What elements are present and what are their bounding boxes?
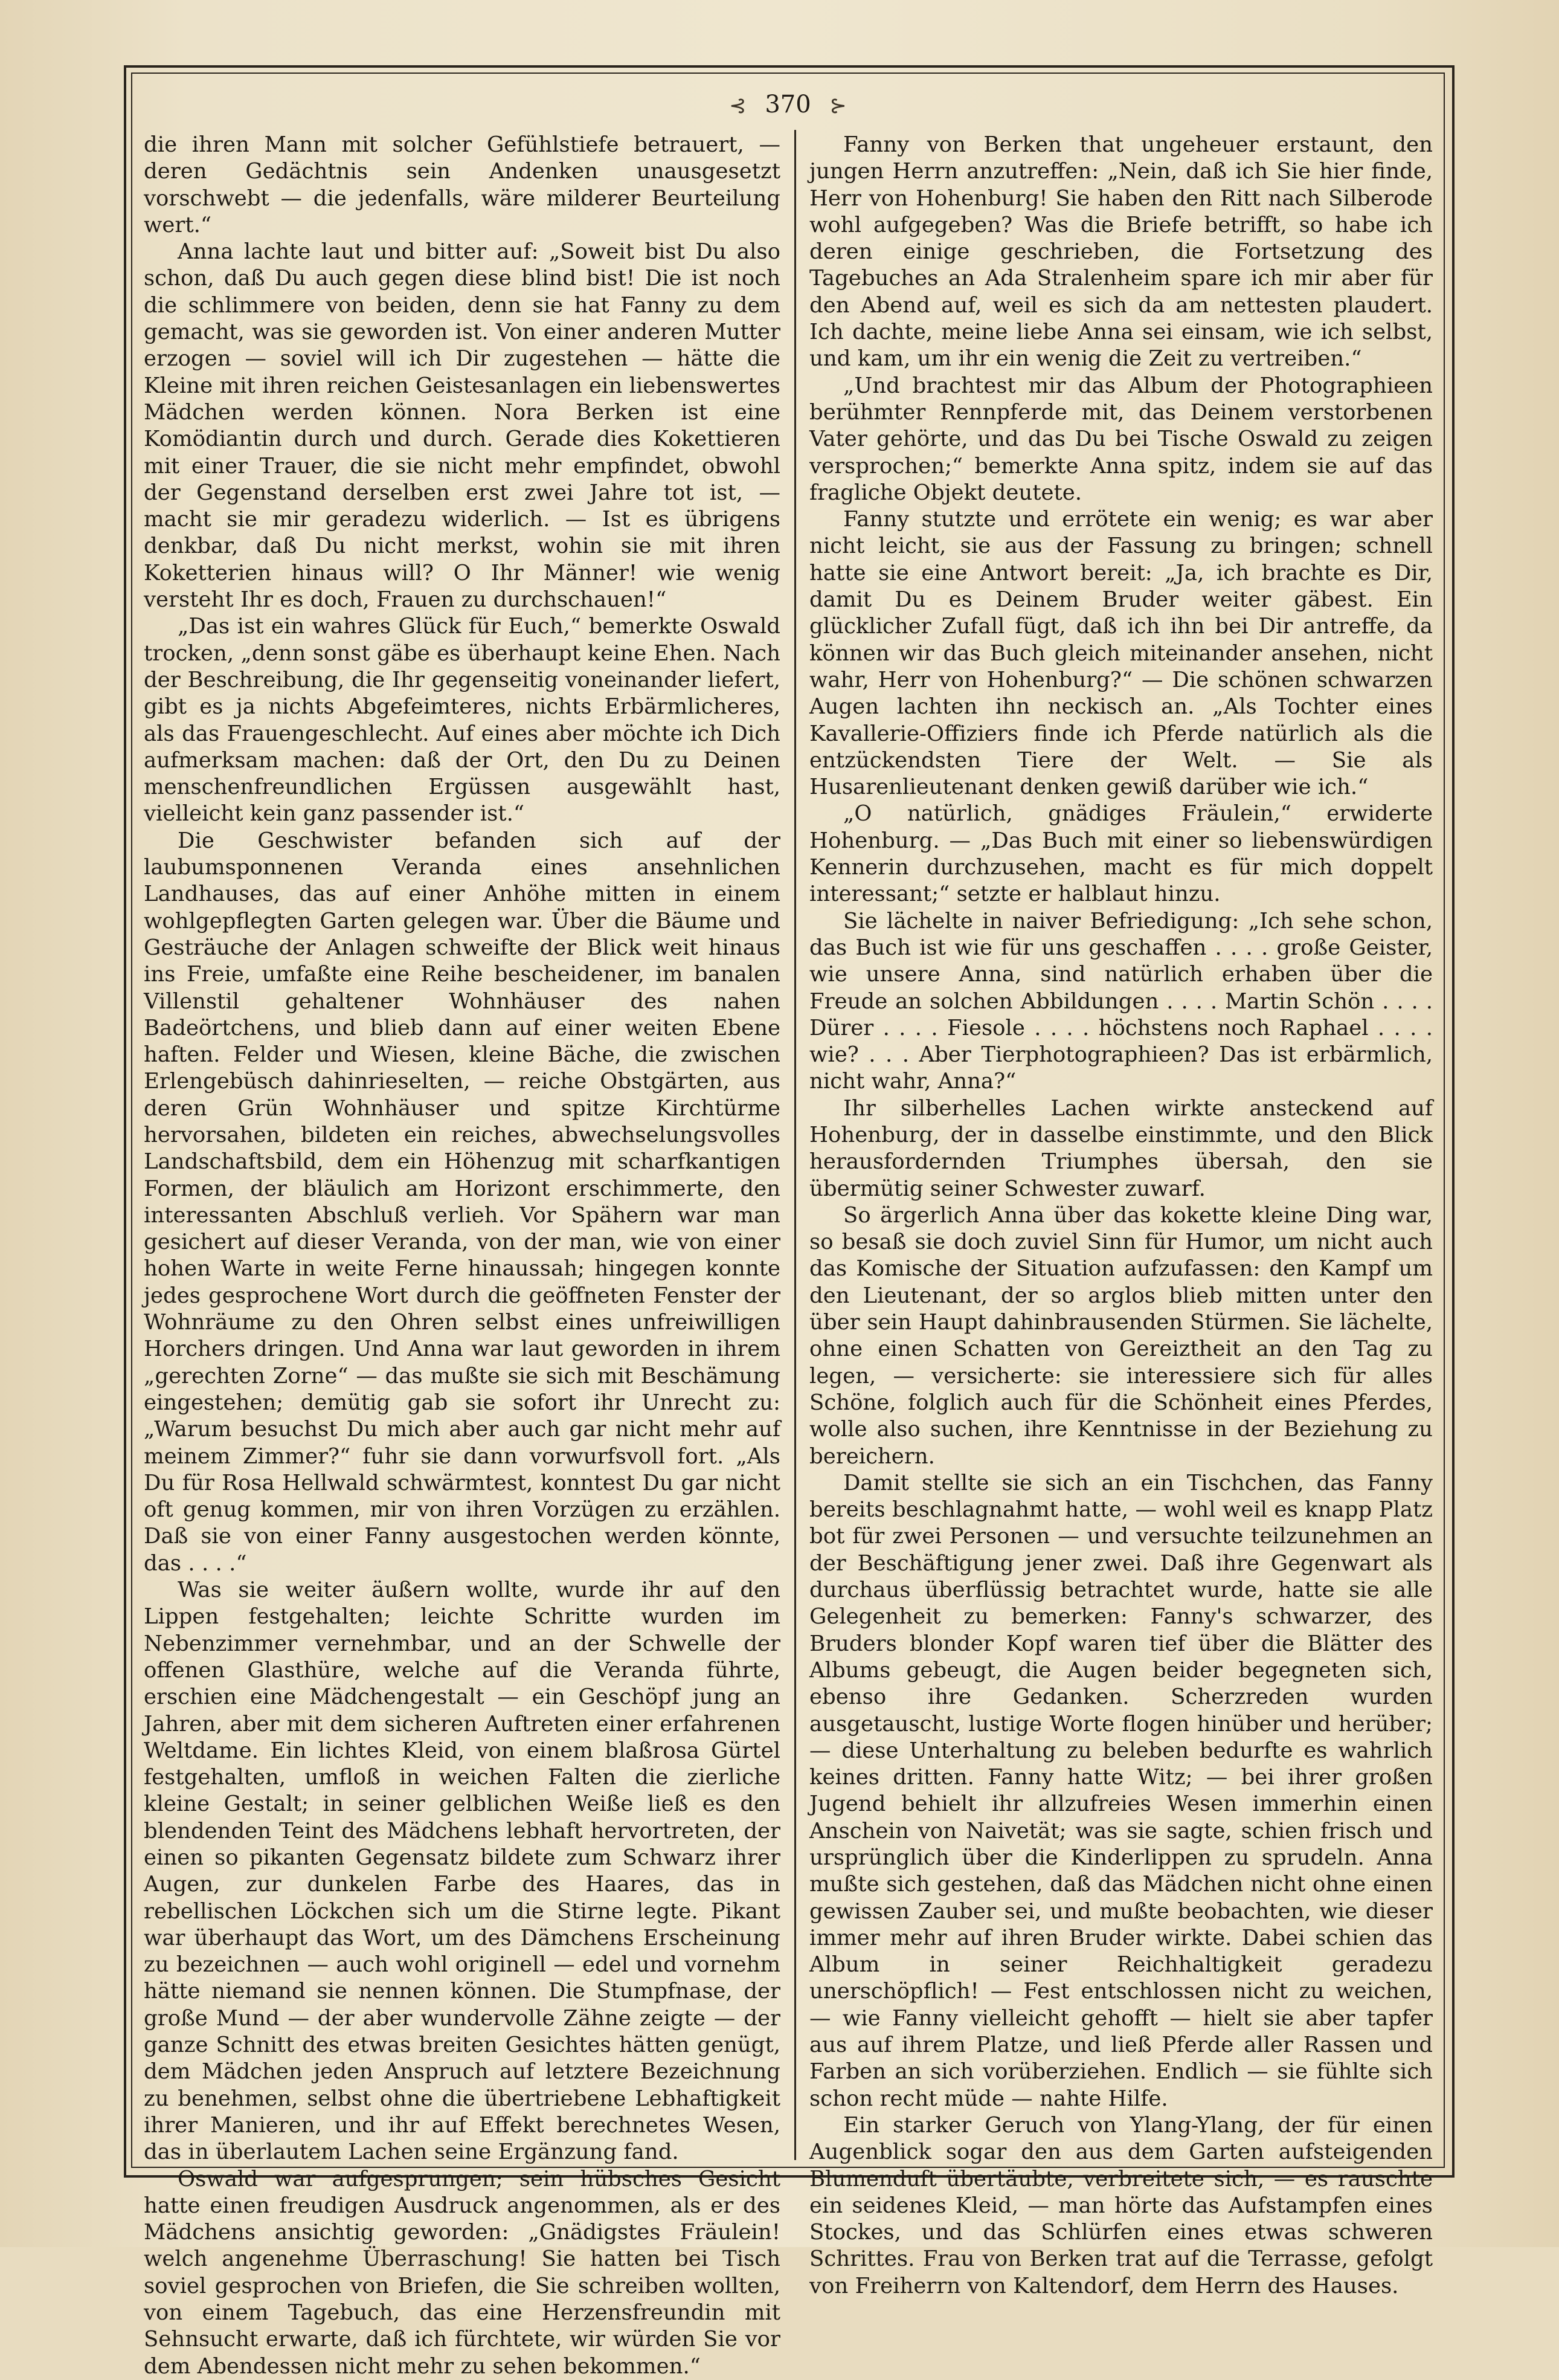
left-column	[144, 132, 780, 2379]
paragraph: die ihren Mann mit solcher Gefühlstiefe betrauert, — deren Gedächtnis sein Andenken unausgesetzt vorschwebt — die jedenfalls, wäre milderer Beurteilung wert.“	[144, 132, 780, 237]
paragraph: Sie lächelte in naiver Befriedigung: „Ich sehe schon, das Buch ist wie für uns geschaffen . . . . große Geister, wie unsere Anna, sind natürlich erhaben über die Freude an solchen Abbildungen . . . . Martin Schön . . . . Dürer . . . . Fiesole . . . . höchstens noch Raphael . . . . wie? . . . Aber Tierphotographieen? Das ist erbärmlich, nicht wahr, Anna?“	[809, 908, 1433, 1094]
page-header	[131, 83, 1445, 126]
paragraph: So ärgerlich Anna über das kokette kleine Ding war, so besaß sie doch zuviel Sinn für Humor, um nicht auch das Komische der Situation aufzufassen: den Kampf um den Lieutenant, der so arglos blieb mitten unter den über sein Haupt dahinbrausenden Stürmen. Sie lächelte, ohne einen Schatten von Gereiztheit an den Tag zu legen, — versicherte: sie interessiere sich für alles Schöne, folglich auch für die Schönheit eines Pferdes, wolle also suchen, ihre Kenntnisse in der Beziehung zu bereichern.	[809, 1202, 1433, 1469]
paragraph: Was sie weiter äußern wollte, wurde ihr auf den Lippen festgehalten; leichte Schritte wurden im Nebenzimmer vernehmbar, und an der Schwelle der offenen Glasthüre, welche auf die Veranda führte, erschien eine Mädchengestalt — ein Geschöpf jung an Jahren, aber mit dem sicheren Auftreten einer erfahrenen Weltdame. Ein lichtes Kleid, von einem blaßrosa Gürtel festgehalten, umfloß in weichen Falten die zierliche kleine Gestalt; in seiner gelblichen Weiße ließ es den blendenden Teint des Mädchens lebhaft hervortreten, der einen so pikanten Gegensatz bildete zum Schwarz ihrer Augen, zur dunkelen Farbe des Haares, das in rebellischen Löckchen sich um die Stirne legte. Pikant war überhaupt das Wort, um des Dämchens Erscheinung zu bezeichnen — auch wohl originell — edel und vornehm hätte niemand sie nennen können. Die Stumpfnase, der große Mund — der aber wundervolle Zähne zeigte — der ganze Schnitt des etwas breiten Gesichtes hätten genügt, dem Mädchen jeden Anspruch auf letztere Bezeichnung zu benehmen, selbst ohne die übertriebene Lebhaftigkeit ihrer Manieren, und ihr auf Effekt berechnetes Wesen, das in überlautem Lachen seine Ergänzung fand.	[144, 1578, 780, 2165]
ornament-right: ⊱	[829, 94, 847, 118]
paragraph: Die Geschwister befanden sich auf der laubumsponnenen Veranda eines ansehnlichen Landhauses, das auf einer Anhöhe mitten in einem wohlgepflegten Garten gelegen war. Über die Bäume und Gesträuche der Anlagen schweifte der Blick weit hinaus ins Freie, umfaßte eine Reihe bescheidener, im banalen Villenstil gehaltener Wohnhäuser des nahen Badeörtchens, und blieb dann auf einer weiten Ebene haften. Felder und Wiesen, kleine Bäche, die zwischen Erlengebüsch dahinrieselten, — reiche Obstgärten, aus deren Grün Wohnhäuser und spitze Kirchtürme hervorsahen, bildeten ein reiches, abwechselungsvolles Landschaftsbild, dem ein Höhenzug mit scharfkantigen Formen, der bläulich am Horizont erschimmerte, den interessanten Abschluß verlieh. Vor Spähern war man gesichert auf dieser Veranda, von der man, wie von einer hohen Warte in weite Ferne hinaussah; hingegen konnte jedes gesprochene Wort durch die geöffneten Fenster der Wohnräume zu den Ohren selbst eines unfreiwilligen Horchers dringen. Und Anna war laut geworden in ihrem „gerechten Zorne“ — das mußte sie sich mit Beschämung eingestehen; demütig gab sie sofort ihr Unrecht zu: „Warum besuchst Du mich aber auch gar nicht mehr auf meinem Zimmer?“ fuhr sie dann vorwurfsvoll fort. „Als Du für Rosa Hellwald schwärmtest, konntest Du gar nicht oft genug kommen, mir von ihren Vorzügen zu erzählen. Daß sie von einer Fanny ausgestochen werden könnte, das . . . .“	[144, 828, 780, 1576]
paragraph: Fanny stutzte und errötete ein wenig; es war aber nicht leicht, sie aus der Fassung zu bringen; schnell hatte sie eine Antwort bereit: „Ja, ich brachte es Dir, damit Du es Deinem Bruder weiter gäbest. Ein glücklicher Zufall fügt, daß ich ihn bei Dir antreffe, da können wir das Buch gleich miteinander ansehen, nicht wahr, Herr von Hohenburg?“ — Die schönen schwarzen Augen lachten ihn neckisch an. „Als Tochter eines Kavallerie-Offiziers finde ich Pferde natürlich als die entzückendsten Tiere der Welt. — Sie als Husarenlieutenant denken gewiß darüber wie ich.“	[809, 507, 1433, 800]
paragraph: Fanny von Berken that ungeheuer erstaunt, den jungen Herrn anzutreffen: „Nein, daß ich Sie hier finde, Herr von Hohenburg! Sie haben den Ritt nach Silberode wohl aufgegeben? Was die Briefe betrifft, so habe ich deren einige geschrieben, die Fortsetzung des Tagebuches an Ada Stralenheim spare ich mir aber für den Abend auf, weil es sich da am nettesten plaudert. Ich dachte, meine liebe Anna sei einsam, wie ich selbst, und kam, um ihr ein wenig die Zeit zu vertreiben.“	[809, 132, 1433, 372]
paragraph: Anna lachte laut und bitter auf: „Soweit bist Du also schon, daß Du auch gegen diese blind bist! Die ist noch die schlimmere von beiden, denn sie hat Fanny zu dem gemacht, was sie geworden ist. Von einer anderen Mutter erzogen — soviel will ich Dir zugestehen — hätte die Kleine mit ihren reichen Geistesanlagen ein liebenswertes Mädchen werden können. Nora Berken ist eine Komödiantin durch und durch. Gerade dies Kokettieren mit einer Trauer, die sie nicht mehr empfindet, obwohl der Gegenstand derselben erst zwei Jahre tot ist, — macht sie mir geradezu widerlich. — Ist es übrigens denkbar, daß Du nicht merkst, wohin sie mit ihren Koketterien hinaus will? O Ihr Männer! wie wenig versteht Ihr es doch, Frauen zu durchschauen!“	[144, 239, 780, 613]
page-number: 370	[765, 91, 811, 118]
column-divider	[794, 130, 796, 2160]
paragraph: Ihr silberhelles Lachen wirkte ansteckend auf Hohenburg, der in dasselbe einstimmte, und den Blick herausfordernden Triumphes übersah, den sie übermütig seiner Schwester zuwarf.	[809, 1095, 1433, 1201]
right-column	[809, 132, 1433, 2298]
paragraph: Ein starker Geruch von Ylang-Ylang, der für einen Augenblick sogar den aus dem Garten aufsteigenden Blumenduft übertäubte, verbreitete sich, — es rauschte ein seidenes Kleid, — man hörte das Aufstampfen eines Stockes, und das Schlürfen eines etwas schweren Schrittes. Frau von Berken trat auf die Terrasse, gefolgt von Freiherrn von Kaltendorf, dem Herrn des Hauses.	[809, 2112, 1433, 2298]
paragraph: Oswald war aufgesprungen; sein hübsches Gesicht hatte einen freudigen Ausdruck angenommen, als er des Mädchens ansichtig geworden: „Gnädigstes Fräulein! welch angenehme Überraschung! Sie hatten bei Tisch soviel gesprochen von Briefen, die Sie schreiben wollten, von einem Tagebuch, das eine Herzensfreundin mit Sehnsucht erwarte, daß ich fürchtete, wir würden Sie vor dem Abendessen nicht mehr zu sehen bekommen.“	[144, 2166, 780, 2379]
ornament-left: ⊰	[729, 94, 747, 118]
paragraph: „Das ist ein wahres Glück für Euch,“ bemerkte Oswald trocken, „denn sonst gäbe es überhaupt keine Ehen. Nach der Beschreibung, die Ihr gegenseitig voneinander liefert, gibt es ja nichts Abgefeimteres, nichts Erbärmlicheres, als das Frauengeschlecht. Auf eines aber möchte ich Dich aufmerksam machen: daß der Ort, den Du zu Deinen menschenfreundlichen Ergüssen ausgewählt hast, vielleicht kein ganz passender ist.“	[144, 614, 780, 827]
paragraph: „O natürlich, gnädiges Fräulein,“ erwiderte Hohenburg. — „Das Buch mit einer so liebenswürdigen Kennerin durchzusehen, macht es für mich doppelt interessant;“ setzte er halblaut hinzu.	[809, 801, 1433, 907]
paragraph: „Und brachtest mir das Album der Photographieen berühmter Rennpferde mit, das Deinem verstorbenen Vater gehörte, und das Du bei Tische Oswald zu zeigen versprochen;“ bemerkte Anna spitz, indem sie auf das fragliche Objekt deutete.	[809, 373, 1433, 505]
paragraph: Damit stellte sie sich an ein Tischchen, das Fanny bereits beschlagnahmt hatte, — wohl weil es knapp Platz bot für zwei Personen — und versuchte teilzunehmen an der Beschäftigung jener zwei. Daß ihre Gegenwart als durchaus überflüssig betrachtet wurde, hatte sie alle Gelegenheit zu bemerken: Fanny's schwarzer, des Bruders blonder Kopf waren tief über die Blätter des Albums gebeugt, die Augen beider begegneten sich, ebenso ihre Gedanken. Scherzreden wurden ausgetauscht, lustige Worte flogen hinüber und herüber; — diese Unterhaltung zu beleben bedurfte es wahrlich keines dritten. Fanny hatte Witz; — bei ihrer großen Jugend behielt ihr allzufreies Wesen immerhin einen Anschein von Naivetät; was sie sagte, schien frisch und ursprünglich über die Kinderlippen zu sprudeln. Anna mußte sich gestehen, daß das Mädchen nicht ohne einen gewissen Zauber sei, und mußte beobachten, wie dieser immer mehr auf ihren Bruder wirkte. Dabei schien das Album in seiner Reichhaltigkeit geradezu unerschöpflich! — Fest entschlossen nicht zu weichen, — wie Fanny vielleicht gehofft — hielt sie aber tapfer aus auf ihrem Platze, und ließ Pferde aller Rassen und Farben an sich vorüberziehen. Endlich — sie fühlte sich schon recht müde — nahte Hilfe.	[809, 1470, 1433, 2111]
